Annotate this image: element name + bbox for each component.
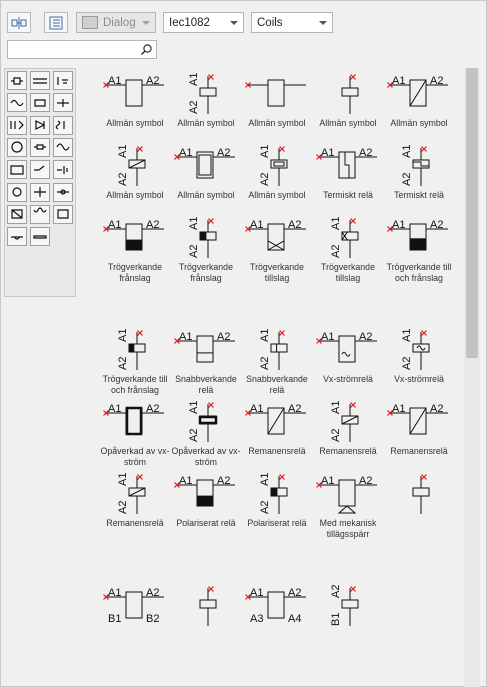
palette-button-plug[interactable]: [53, 93, 73, 112]
symbol-label: Trögverkande till och frånslag: [102, 374, 168, 395]
pin-label: A2: [217, 147, 231, 159]
lamp-icon: [9, 140, 25, 154]
plug-icon: [55, 96, 71, 110]
pin-label: A1: [117, 328, 129, 342]
symbol-item[interactable]: [100, 400, 170, 468]
palette-button-winding[interactable]: [30, 205, 50, 224]
symbol-item[interactable]: [384, 144, 454, 201]
coil-symbol-icon: [313, 216, 383, 260]
symbol-item[interactable]: [384, 72, 454, 129]
pin-label: A2: [188, 100, 200, 114]
coil-symbol-icon: [384, 328, 454, 372]
symbol-item[interactable]: [242, 144, 312, 201]
symbol-label: Trögverkande frånslag: [179, 262, 233, 283]
symbol-label: Termiskt relä: [323, 190, 373, 200]
relay-coil-icon: [32, 96, 48, 110]
symbol-item[interactable]: [242, 216, 312, 284]
symbol-label: Allmän symbol: [319, 118, 377, 128]
symbol-item[interactable]: [100, 216, 170, 284]
symbol-label: Remanensrelä: [106, 518, 164, 528]
bulb-icon: [9, 185, 25, 199]
symbol-item[interactable]: [313, 584, 383, 628]
symbol-item[interactable]: [242, 72, 312, 129]
pin-label: A2: [117, 500, 129, 514]
coil-symbol-icon: [100, 328, 170, 372]
battery-icon: [55, 163, 71, 177]
palette-button-resistor[interactable]: [7, 71, 27, 90]
pin-label: A2: [288, 403, 302, 415]
symbol-item[interactable]: [171, 400, 241, 468]
pin-label: A2: [259, 356, 271, 370]
pin-label: A2: [430, 219, 444, 231]
symbol-item[interactable]: [384, 472, 454, 516]
symbol-item[interactable]: [384, 216, 454, 284]
dialog-combo-value: Dialog: [103, 16, 136, 29]
pin-label: B2: [146, 613, 160, 625]
symbol-item[interactable]: [100, 72, 170, 129]
junction-icon: [9, 230, 25, 244]
palette-button-relay-coil[interactable]: [30, 93, 50, 112]
pin-label: A2: [430, 403, 444, 415]
symbol-grid: [100, 68, 460, 687]
palette-button-terminal[interactable]: [53, 205, 73, 224]
symbol-item[interactable]: [100, 144, 170, 201]
coil-symbol-icon: [384, 144, 454, 188]
symbol-item[interactable]: [100, 584, 170, 628]
coil-symbol-icon: [100, 472, 170, 516]
palette-button-heater[interactable]: [7, 160, 27, 179]
symbol-label: Trögverkande till och frånslag: [386, 262, 452, 283]
symbol-label: Polariserat relä: [176, 518, 236, 528]
palette-button-junction[interactable]: [7, 227, 27, 246]
symbol-label: Allmän symbol: [106, 118, 164, 128]
node-icon: [55, 185, 71, 199]
coil-symbol-icon: [384, 72, 454, 116]
pin-label: A2: [330, 584, 342, 598]
symbol-label: Allmän symbol: [248, 118, 306, 128]
palette-button-bulb[interactable]: [7, 183, 27, 202]
pin-label: A2: [146, 587, 160, 599]
pin-label: A1: [330, 400, 342, 414]
coil-symbol-icon: [313, 144, 383, 188]
coil-symbol-icon: [171, 328, 241, 372]
palette-button-capacitor[interactable]: [30, 71, 50, 90]
pin-label: A1: [117, 472, 129, 486]
tree-view-button[interactable]: [44, 12, 68, 33]
palette-button-motor[interactable]: [7, 205, 27, 224]
symbol-item[interactable]: [313, 216, 383, 284]
terminal-icon: [55, 207, 71, 221]
symbol-label: Allmän symbol: [106, 190, 164, 200]
coil-symbol-icon: [242, 72, 312, 116]
coil-symbol-icon: [313, 472, 383, 516]
symbol-item[interactable]: [313, 144, 383, 201]
palette-button-diode[interactable]: [30, 116, 50, 135]
pin-label: A2: [359, 147, 373, 159]
symbol-label: Opåverkad av vx-ström: [100, 446, 170, 467]
connector-icon: [9, 118, 25, 132]
pin-label: A1: [117, 144, 129, 158]
chevron-down-icon: [230, 21, 238, 25]
motor-icon: [9, 207, 25, 221]
dialog-combo[interactable]: [76, 12, 156, 33]
palette-button-ground[interactable]: [53, 71, 73, 90]
pin-label: A1: [250, 219, 264, 231]
symbol-label: Snabbverkande relä: [246, 374, 308, 395]
capacitor-icon: [32, 74, 48, 88]
pin-label: B1: [330, 612, 342, 626]
coil-symbol-icon: [100, 584, 170, 628]
palette-button-battery[interactable]: [53, 160, 73, 179]
palette-button-inductor[interactable]: [7, 93, 27, 112]
pin-label: A1: [188, 72, 200, 86]
symbol-label: Termiskt relä: [394, 190, 444, 200]
pin-label: A1: [259, 328, 271, 342]
pin-label: A2: [259, 172, 271, 186]
symbol-item[interactable]: [313, 472, 383, 540]
contact-icon: [32, 185, 48, 199]
resistor-icon: [9, 74, 25, 88]
palette-button-lamp[interactable]: [7, 138, 27, 157]
pin-label: A3: [250, 613, 264, 625]
pin-label: A1: [392, 75, 406, 87]
pin-label: B1: [108, 613, 122, 625]
pin-label: A2: [288, 219, 302, 231]
coil-symbol-icon: [100, 400, 170, 444]
pin-label: A1: [321, 331, 335, 343]
category-combo[interactable]: [251, 12, 333, 33]
coil-symbol-icon: [313, 328, 383, 372]
inductor-icon: [9, 96, 25, 110]
pin-label: A2: [217, 331, 231, 343]
palette-button-switch[interactable]: [30, 160, 50, 179]
coil-symbol-icon: [242, 584, 312, 628]
symbol-item[interactable]: [100, 472, 170, 529]
symbol-label: Allmän symbol: [177, 190, 235, 200]
pin-label: A1: [401, 328, 413, 342]
symbol-label: Remanensrelä: [390, 446, 448, 456]
pin-label: A1: [250, 587, 264, 599]
pin-label: A1: [321, 147, 335, 159]
heater-icon: [9, 163, 25, 177]
ground-icon: [55, 74, 71, 88]
pin-label: A2: [117, 172, 129, 186]
coil-symbol-icon: [242, 328, 312, 372]
coil-symbol-icon: [313, 400, 383, 444]
symbol-item[interactable]: [171, 584, 241, 628]
vertical-scrollbar[interactable]: [464, 68, 480, 687]
category-combo-value: Coils: [257, 16, 283, 29]
pin-label: A2: [330, 244, 342, 258]
symbol-item[interactable]: [384, 400, 454, 457]
symbol-item[interactable]: [242, 472, 312, 529]
pin-label: A4: [288, 613, 302, 625]
symbol-item[interactable]: [313, 328, 383, 385]
pin-label: A1: [330, 216, 342, 230]
pin-label: A2: [188, 428, 200, 442]
coil-symbol-icon: [384, 400, 454, 444]
symbol-item[interactable]: [384, 328, 454, 385]
coil-symbol-icon: [242, 144, 312, 188]
coil-symbol-icon: [384, 216, 454, 260]
coil-symbol-icon: [242, 400, 312, 444]
pin-label: A2: [359, 331, 373, 343]
pin-label: A2: [117, 356, 129, 370]
symbol-label: Trögverkande frånslag: [108, 262, 162, 283]
cable-icon: [32, 230, 48, 244]
pin-label: A1: [108, 75, 122, 87]
symbol-label: Allmän symbol: [177, 118, 235, 128]
pin-label: A2: [146, 219, 160, 231]
symbol-item[interactable]: [242, 400, 312, 457]
palette-button-connector[interactable]: [7, 116, 27, 135]
coil-symbol-icon: [313, 584, 383, 628]
pin-label: A1: [108, 219, 122, 231]
symbol-label: Polariserat relä: [247, 518, 307, 528]
fuse-icon: [32, 140, 48, 154]
coil-symbol-icon: [171, 216, 241, 260]
coil-symbol-icon: [171, 584, 241, 628]
symbol-label: Vx-strömrelä: [323, 374, 373, 384]
pin-label: A2: [401, 356, 413, 370]
palette-button-fuse[interactable]: [30, 138, 50, 157]
palette-button-sine-source[interactable]: [53, 138, 73, 157]
symbol-label: Remanensrelä: [248, 446, 306, 456]
pin-label: A1: [179, 475, 193, 487]
symbol-label: Opåverkad av vx-ström: [171, 446, 241, 467]
symbol-item[interactable]: [242, 584, 312, 628]
pin-label: A1: [179, 331, 193, 343]
symbol-label: Trögverkande tillslag: [321, 262, 375, 283]
pin-label: A2: [430, 75, 444, 87]
symbol-label: Trögverkande tillslag: [250, 262, 304, 283]
symbol-item[interactable]: [171, 144, 241, 201]
coil-symbol-icon: [171, 144, 241, 188]
dialog-icon: [82, 16, 98, 29]
scrollbar-thumb[interactable]: [466, 68, 478, 358]
symbol-label: Snabbverkande relä: [175, 374, 237, 395]
pin-label: A1: [401, 144, 413, 158]
symbol-item[interactable]: [171, 216, 241, 284]
pin-label: A2: [330, 428, 342, 442]
pin-label: A1: [188, 216, 200, 230]
pin-label: A1: [188, 400, 200, 414]
symbol-item[interactable]: [242, 328, 312, 396]
coil-symbol-icon: [100, 216, 170, 260]
coil-symbol-icon: [242, 216, 312, 260]
symbol-label: Allmän symbol: [248, 190, 306, 200]
diode-icon: [32, 118, 48, 132]
symbol-item[interactable]: [313, 72, 383, 129]
pin-label: A1: [250, 403, 264, 415]
palette-button-cable[interactable]: [30, 227, 50, 246]
symbol-item[interactable]: [171, 472, 241, 529]
symbol-item[interactable]: [313, 400, 383, 457]
symbol-item[interactable]: [100, 328, 170, 396]
search-input[interactable]: [7, 40, 157, 59]
symbol-label: Med mekanisk tillägsspärr: [319, 518, 377, 539]
symbol-label: Remanensrelä: [319, 446, 377, 456]
chevron-down-icon: [319, 21, 327, 25]
coil-symbol-icon: [100, 72, 170, 116]
pin-label: A1: [259, 472, 271, 486]
pin-label: A1: [259, 144, 271, 158]
symbol-item[interactable]: [171, 72, 241, 129]
pin-label: A1: [392, 403, 406, 415]
pin-label: A2: [146, 75, 160, 87]
symbol-label: Vx-strömrelä: [394, 374, 444, 384]
standard-combo-value: Iec1082: [169, 16, 210, 29]
pin-label: A2: [188, 244, 200, 258]
coil-symbol-icon: [171, 400, 241, 444]
palette-button-transformer[interactable]: [53, 116, 73, 135]
coil-symbol-icon: [313, 72, 383, 116]
winding-icon: [32, 207, 48, 221]
settings-toggle-button[interactable]: [7, 12, 31, 33]
symbol-palette: [4, 68, 76, 297]
palette-button-contact[interactable]: [30, 183, 50, 202]
coil-symbol-icon: [100, 144, 170, 188]
list-tree-icon: [48, 16, 64, 30]
pin-label: A2: [401, 172, 413, 186]
pin-label: A2: [259, 500, 271, 514]
coil-symbol-icon: [384, 472, 454, 516]
pin-label: A2: [146, 403, 160, 415]
palette-button-node[interactable]: [53, 183, 73, 202]
pin-label: A2: [288, 587, 302, 599]
pin-label: A1: [179, 147, 193, 159]
switch-icon: [32, 163, 48, 177]
sine-source-icon: [55, 140, 71, 154]
pin-label: A2: [359, 475, 373, 487]
symbol-label: Allmän symbol: [390, 118, 448, 128]
pin-label: A2: [217, 475, 231, 487]
coil-symbol-icon: [171, 72, 241, 116]
pin-label: A1: [321, 475, 335, 487]
transformer-icon: [55, 118, 71, 132]
chevron-down-icon: [142, 21, 150, 25]
coil-symbol-icon: [171, 472, 241, 516]
pin-label: A1: [108, 587, 122, 599]
pin-label: A1: [108, 403, 122, 415]
component-icon: [11, 16, 27, 30]
standard-combo[interactable]: [163, 12, 244, 33]
symbol-item[interactable]: [171, 328, 241, 396]
pin-label: A1: [392, 219, 406, 231]
coil-symbol-icon: [242, 472, 312, 516]
search-icon: [140, 43, 153, 56]
